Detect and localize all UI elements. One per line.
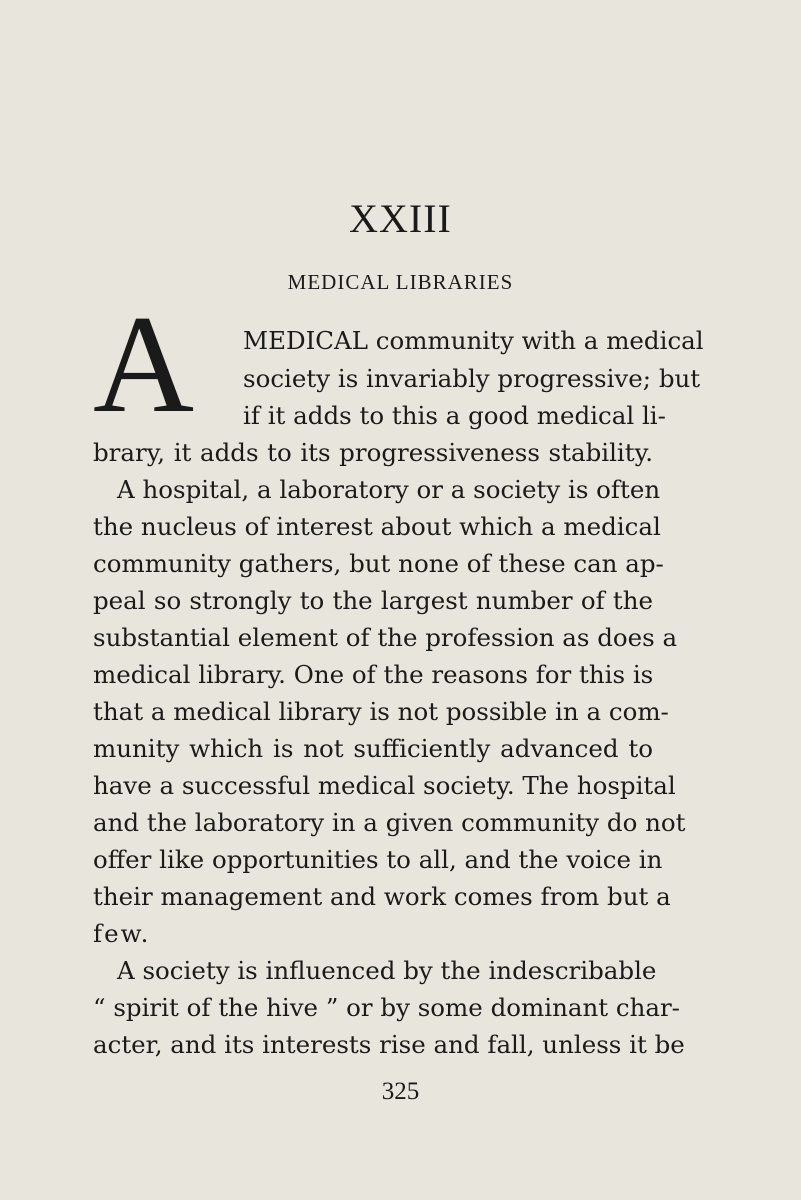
text-line: substantial element of the profession as does a — [93, 623, 678, 652]
text-line: A society is influenced by the indescribable — [117, 956, 657, 985]
text-line: “ spirit of the hive ” or by some dominant char- — [93, 993, 680, 1022]
text-line: society is invariably progressive; but — [243, 364, 701, 393]
text-line: few. — [93, 919, 151, 948]
drop-cap: A — [93, 287, 195, 442]
text-line: acter, and its interests rise and fall, unless it be — [93, 1030, 685, 1059]
text-line: that a medical library is not possible in a com- — [93, 697, 669, 726]
text-line: have a successful medical society. The hospital — [93, 771, 676, 800]
text-line: peal so strongly to the largest number of the — [93, 586, 653, 615]
chapter-number: XXIII — [349, 196, 452, 241]
text-line: MEDICAL community with a medical — [243, 326, 704, 355]
page-number: 325 — [381, 1078, 420, 1105]
text-line: brary, it adds to its progressiveness stability. — [93, 438, 653, 467]
text-line: A hospital, a laboratory or a society is often — [117, 475, 661, 504]
text-line: and the laboratory in a given community do not — [93, 808, 686, 837]
text-line: community gathers, but none of these can ap- — [93, 549, 664, 578]
text-line: munity which is not sufficiently advanced to — [93, 734, 653, 763]
text-line: medical library. One of the reasons for this is — [93, 660, 654, 689]
text-line: the nucleus of interest about which a medical — [93, 512, 661, 541]
text-line: if it adds to this a good medical li- — [243, 401, 666, 430]
text-line: offer like opportunities to all, and the voice in — [93, 845, 663, 874]
text-line: their management and work comes from but a — [93, 882, 671, 911]
chapter-title: MEDICAL LIBRARIES — [287, 270, 514, 294]
